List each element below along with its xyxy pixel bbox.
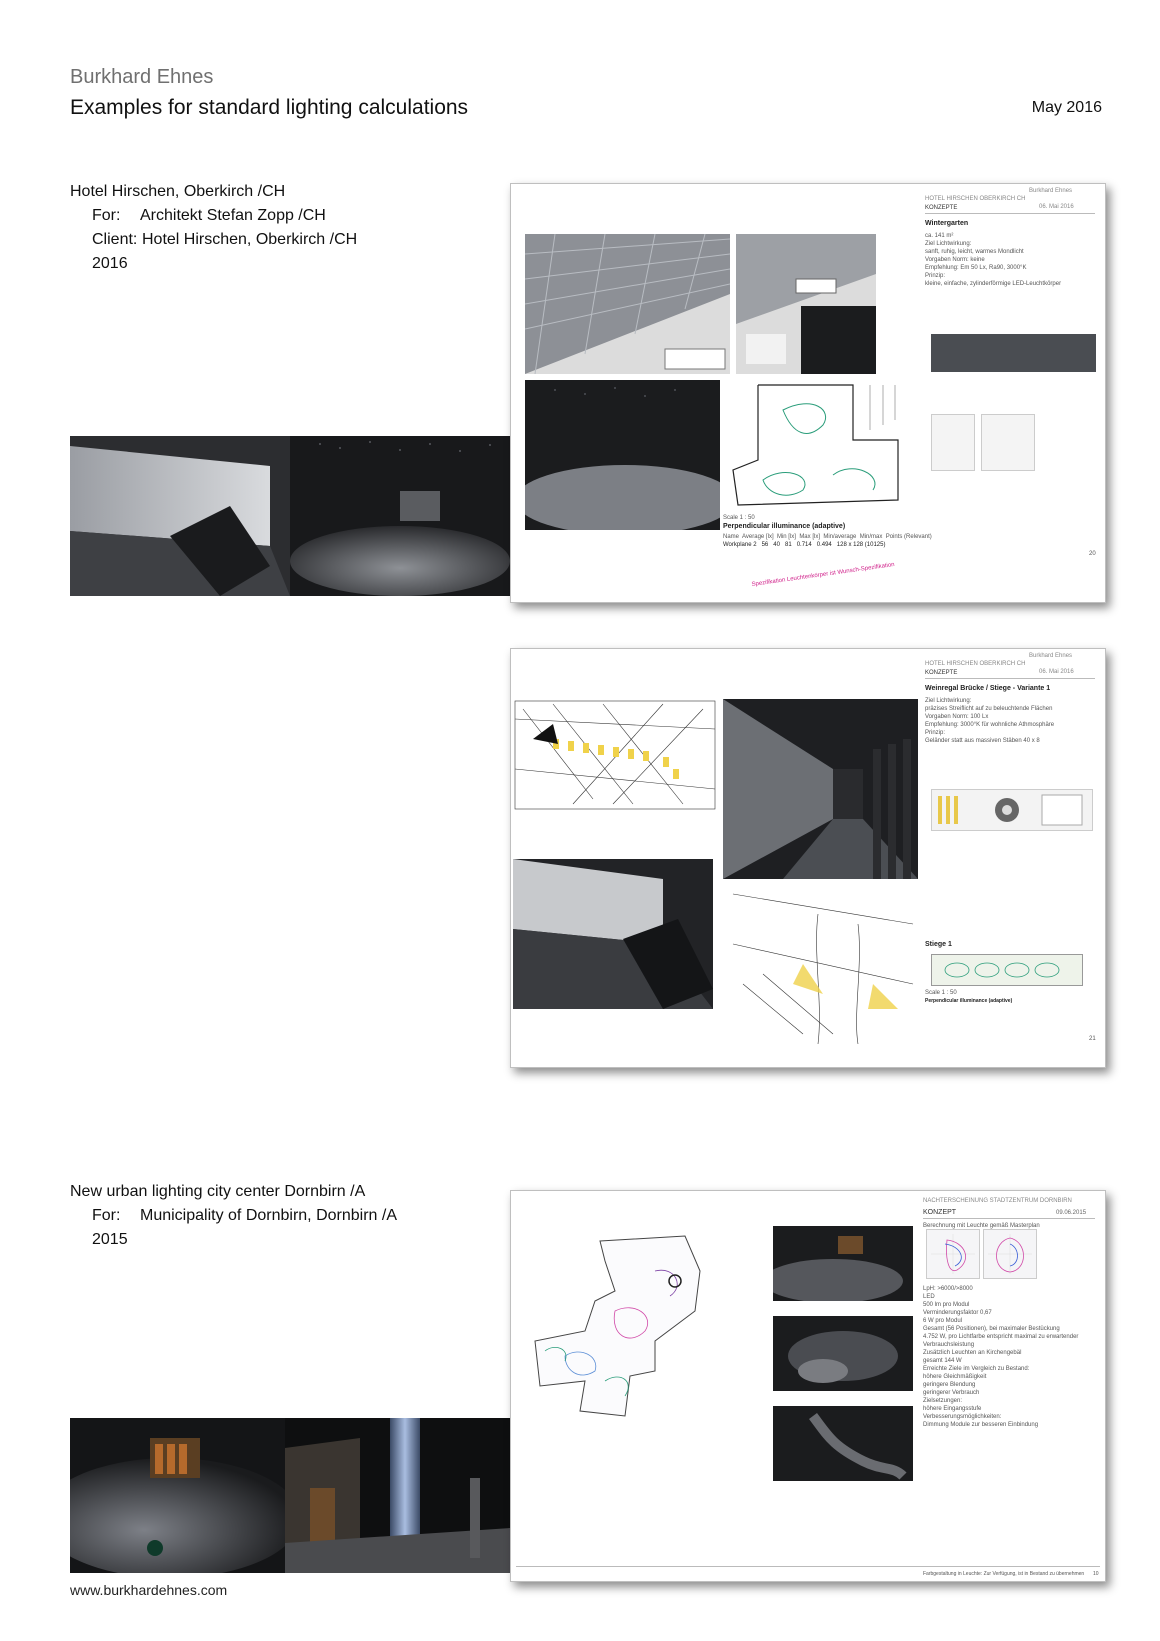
sheet-3-polar-diagram-1	[926, 1229, 980, 1279]
sheet-2-stair-render	[513, 859, 713, 1009]
sheet-1-text-block	[925, 232, 1095, 288]
th-points: Points (Relevant)	[885, 534, 932, 540]
sheet-2-header-tab: KONZEPTE	[925, 670, 958, 676]
sheet-3-text-line: LpH: >6000/>8000	[923, 1286, 973, 1292]
sheet-3-text-line: Zielsetzungen:	[923, 1398, 963, 1404]
night-render-1-graphic	[773, 1226, 913, 1301]
sheet-1-table-title: Perpendicular illuminance (adaptive)	[723, 523, 846, 530]
ceiling-structure-graphic	[525, 234, 730, 374]
sheet-dornbirn-konzept	[510, 1190, 1106, 1582]
sheet-2-text-line: Geländer statt aus massiven Stäben 40 x 8	[925, 738, 1040, 744]
project-1-client-label: Client:	[92, 231, 138, 248]
td-name: Workplane 2	[723, 542, 757, 548]
sheet-1-text-line: kleine, einfache, zylinderförmige LED-Leuchtkörper	[925, 281, 1062, 287]
project-2-year: 2015	[92, 1231, 128, 1248]
sheet-3-text-line: Dimmung Module zur besseren Einbindung	[923, 1422, 1039, 1428]
corridor-render-graphic	[723, 699, 918, 879]
interior-render-graphic	[525, 380, 720, 530]
sheet-1-section-title: Wintergarten	[925, 220, 969, 227]
sheet-2-technical-drawing	[513, 699, 718, 811]
sheet-3-text-line: gesamt 144 W	[923, 1358, 962, 1364]
project-1-name: Hotel Hirschen, Oberkirch /CH	[70, 183, 286, 200]
td-average: 56	[761, 542, 769, 548]
sheet-3-text-line: Gesamt (56 Positionen), bei maximaler Bestückung	[923, 1326, 1060, 1332]
night-render-3-graphic	[773, 1406, 913, 1481]
sheet-3-text-line: 500 lm pro Modul	[923, 1302, 970, 1308]
sheet-2-subsection: Stiege 1	[925, 941, 952, 948]
sheet-3-text-line: 4.752 W, pro Lichtfarbe entspricht maximal zu erwartender Verbrauchsleistung	[923, 1334, 1079, 1348]
sheet-1-table-row	[723, 541, 923, 549]
project-2-for	[70, 1204, 490, 1228]
sheet-1-text-line: ca. 141 m²	[925, 233, 954, 239]
project-1-client	[70, 228, 470, 252]
sheet-1-text-line: sanft, ruhig, leicht, warmes Mondlicht	[925, 249, 1024, 255]
sheet-3-text-line: geringerer Verbrauch	[923, 1390, 980, 1396]
project-1-info	[70, 180, 470, 276]
project-2-render-strip	[70, 1418, 510, 1573]
sheet-2-luminaire-images	[931, 789, 1093, 831]
sheet-3-footer-divider	[516, 1566, 1100, 1567]
sheet-1-page-number: 20	[1089, 551, 1096, 557]
sheet-2-corridor-render	[723, 699, 918, 879]
isolux-strip-graphic	[932, 955, 1082, 985]
project-1-for-value: Architekt Stefan Zopp /CH	[140, 207, 326, 224]
sheet-hotel-weinregal	[510, 648, 1106, 1068]
sheet-2-text-line: Prinzip:	[925, 730, 946, 736]
sheet-hotel-wintergarten	[510, 183, 1106, 603]
sheet-1-night-photo	[801, 306, 876, 374]
sheet-2-scale: Scale 1 : 50	[925, 990, 957, 996]
sheet-3-text-line: 6 W pro Modul	[923, 1318, 963, 1324]
website-link[interactable]: www.burkhardehnes.com	[70, 1582, 228, 1598]
sheet-1-isolux-plan	[723, 380, 903, 515]
sheet-1-text-line: Ziel Lichtwirkung:	[925, 241, 972, 247]
sheet-2-text-line: Vorgaben Norm: 100 Lx	[925, 714, 989, 720]
sheet-1-text-line: Empfehlung: Em 50 Lx, Ra90, 3000°K	[925, 265, 1027, 271]
night-render-2-graphic	[773, 1316, 913, 1391]
sheet-2-divider	[925, 678, 1095, 679]
document-date: May 2016	[1031, 99, 1102, 116]
stair-render-graphic	[513, 859, 713, 1009]
th-min: Min [lx]	[776, 534, 796, 540]
sheet-1-reference-photo	[931, 334, 1096, 372]
sheet-3-text-line: Zusätzlich Leuchten an Kirchengebäl	[923, 1350, 1022, 1356]
project-2-for-label: For:	[92, 1207, 121, 1224]
project-2-for-value: Municipality of Dornbirn, Dornbirn /A	[140, 1207, 397, 1224]
th-min-max: Min/max	[859, 534, 883, 540]
sheet-1-luminaire-detail	[981, 414, 1035, 471]
project-1-for	[70, 204, 470, 228]
project-1-year: 2016	[92, 255, 128, 272]
sheet-1-table-header	[723, 533, 932, 541]
td-points: 128 x 128 (10125)	[836, 542, 886, 548]
sheet-2-text-line: Empfehlung: 3000°K für wohnliche Athmosphäre	[925, 722, 1055, 728]
sheet-2-section-title: Weinregal Brücke / Stiege - Variante 1	[925, 685, 1051, 692]
sheet-2-text-line: Ziel Lichtwirkung:	[925, 698, 972, 704]
project-2-name: New urban lighting city center Dornbirn /A	[70, 1183, 366, 1200]
sheet-2-text-line: präzises Streiflicht auf zu beleuchtende Flächen	[925, 706, 1053, 712]
project-2-render-graphic	[70, 1418, 510, 1573]
sheet-1-divider	[925, 213, 1095, 214]
sheet-3-text-line: geringere Blendung	[923, 1382, 976, 1388]
project-1-client-value: Hotel Hirschen, Oberkirch /CH	[142, 231, 358, 248]
th-max: Max [lx]	[799, 534, 820, 540]
sheet-3-text-line: Verminderungsfaktor 0,67	[923, 1310, 992, 1316]
sheet-3-text-line: Verbesserungsmöglichkeiten:	[923, 1414, 1002, 1420]
sheet-1-text-line: Vorgaben Norm: keine	[925, 257, 985, 263]
sheet-3-subheading: Berechnung mit Leuchte gemäß Masterplan	[923, 1223, 1040, 1229]
author-name: Burkhard Ehnes	[70, 66, 214, 88]
th-average: Average [lx]	[742, 534, 774, 540]
project-1-render-strip	[70, 436, 510, 596]
sheet-3-polar-diagram-2	[983, 1229, 1037, 1279]
document-title: Examples for standard lighting calculations	[70, 96, 469, 119]
sheet-1-header-tab: KONZEPTE	[925, 205, 958, 211]
sheet-3-header: NACHTERSCHEINUNG STADTZENTRUM DORNBIRN	[923, 1198, 1072, 1204]
sheet-2-isolux-strip	[931, 954, 1083, 986]
sheet-1-scale: Scale 1 : 50	[723, 515, 755, 521]
sheet-3-page-number: 10	[1093, 1571, 1099, 1577]
sheet-1-text-line: Prinzip:	[925, 273, 946, 279]
sheet-3-text-block	[923, 1285, 1095, 1429]
sheet-2-header-right: Burkhard Ehnes	[1029, 653, 1073, 659]
polar-diagram-2-graphic	[984, 1230, 1036, 1278]
technical-drawing-graphic	[513, 699, 718, 811]
project-1-render-graphic	[70, 436, 510, 596]
hand-sketch-graphic	[723, 884, 918, 1049]
sheet-3-night-render-2	[773, 1316, 913, 1391]
sheet-3-footer: Farbgestaltung in Leuchte: Zur Verfügung, ist in Bestand zu übernehmen	[923, 1571, 1085, 1577]
sheet-2-text-block	[925, 697, 1095, 745]
project-1-for-label: For:	[92, 207, 121, 224]
sheet-1-header-date: 06. Mai 2016	[1039, 204, 1074, 210]
td-min-average: 0.714	[796, 542, 812, 548]
sheet-3-text-line: LED	[923, 1294, 935, 1300]
polar-diagram-1-graphic	[927, 1230, 979, 1278]
sheet-3-night-render-1	[773, 1226, 913, 1301]
luminaire-images-graphic	[932, 790, 1092, 830]
sheet-3-text-line: höhere Gleichmäßigkeit	[923, 1374, 987, 1380]
isolux-plan-graphic	[723, 380, 903, 515]
sheet-1-luminaire-sketch	[931, 414, 975, 471]
project-2-info	[70, 1180, 490, 1252]
sheet-3-text-line: Erreichte Ziele im Vergleich zu Bestand:	[923, 1366, 1030, 1372]
td-min: 40	[773, 542, 780, 548]
sheet-2-sketch	[723, 884, 918, 1049]
th-name: Name	[723, 534, 740, 540]
sheet-3-date: 09.06.2015	[1056, 1210, 1087, 1216]
sheet-2-header-left: HOTEL HIRSCHEN OBERKIRCH CH	[925, 661, 1026, 667]
sheet-3-tab: KONZEPT	[923, 1209, 957, 1216]
td-max: 81	[785, 542, 792, 548]
sheet-1-header-left: HOTEL HIRSCHEN OBERKIRCH CH	[925, 196, 1026, 202]
isolux-map-graphic	[525, 1231, 705, 1451]
sheet-1-note: Spezifikation Leuchtenkörper ist Wunsch-Spezifikation	[751, 561, 896, 589]
sheet-2-table-title: Perpendicular illuminance (adaptive)	[925, 998, 1013, 1004]
td-min-max: 0.494	[816, 542, 832, 548]
sheet-1-interior-render	[525, 380, 720, 530]
sheet-1-ceiling-render	[525, 234, 730, 374]
sheet-3-text-line: höhere Eingangsstufe	[923, 1406, 982, 1412]
sheet-2-header-date: 06. Mai 2016	[1039, 669, 1074, 675]
sheet-3-divider	[923, 1218, 1095, 1219]
sheet-3-night-render-3	[773, 1406, 913, 1481]
sheet-1-header-right: Burkhard Ehnes	[1029, 188, 1073, 194]
th-min-average: Min/average	[823, 534, 857, 540]
sheet-2-page-number: 21	[1089, 1036, 1096, 1042]
sheet-3-isolux-map	[525, 1231, 705, 1451]
